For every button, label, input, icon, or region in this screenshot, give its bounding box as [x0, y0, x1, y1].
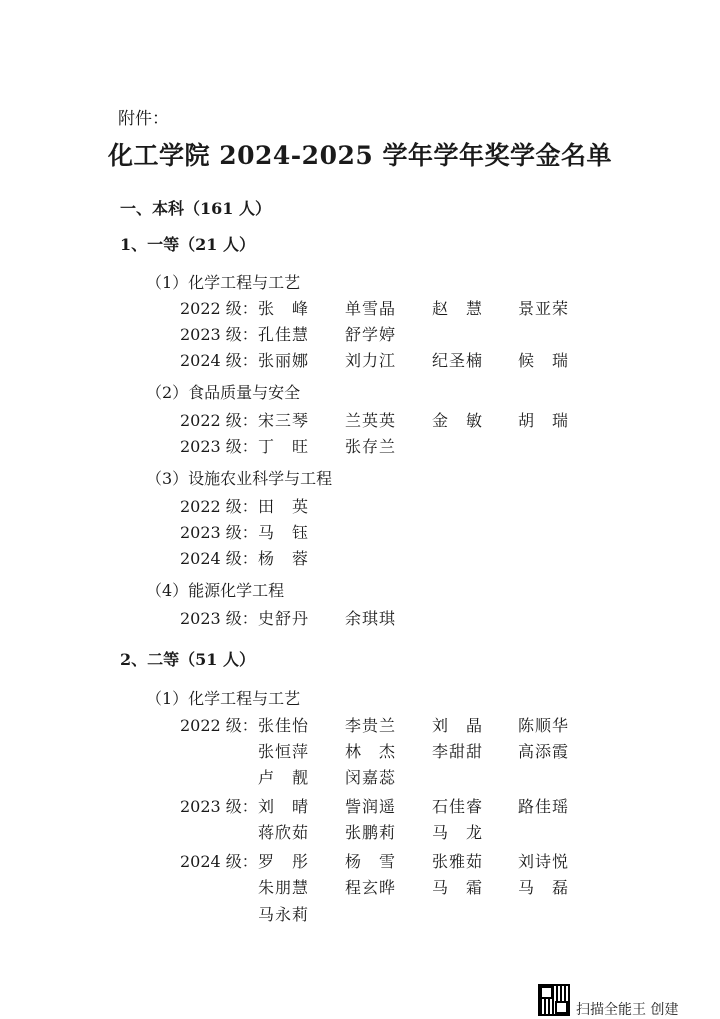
student-name: 田 英 — [258, 497, 310, 516]
student-name: 纪圣楠 — [432, 351, 484, 370]
student-name: 候 瑞 — [518, 351, 570, 370]
major-heading: （1）化学工程与工艺 — [146, 689, 301, 708]
grade-label: 2022 级： — [180, 716, 258, 735]
grade-row — [0, 875, 720, 899]
grade-label: 2023 级： — [180, 797, 258, 816]
student-name: 张鹏莉 — [345, 823, 397, 842]
grade-row — [0, 713, 720, 737]
grade-label: 2024 级： — [180, 351, 258, 370]
student-name: 刘力江 — [345, 351, 397, 370]
student-name: 张存兰 — [345, 437, 397, 456]
grade-row — [0, 494, 720, 518]
student-name: 刘 晴 — [258, 797, 310, 816]
student-name: 赵 慧 — [432, 299, 484, 318]
student-name: 张丽娜 — [258, 351, 310, 370]
student-name: 罗 彤 — [258, 852, 310, 871]
section-first-class: 1、一等（21 人） — [120, 235, 255, 254]
student-name: 李甜甜 — [432, 742, 484, 761]
grade-label: 2022 级： — [180, 411, 258, 430]
grade-row — [0, 820, 720, 844]
student-name: 陈顺华 — [518, 716, 570, 735]
student-name: 宋三琴 — [258, 411, 310, 430]
grade-row — [0, 434, 720, 458]
student-name: 杨 蓉 — [258, 549, 310, 568]
major-heading: （1）化学工程与工艺 — [146, 273, 301, 292]
grade-row — [0, 408, 720, 432]
student-name: 石佳睿 — [432, 797, 484, 816]
grade-label: 2022 级： — [180, 497, 258, 516]
grade-row — [0, 296, 720, 320]
student-name: 闵嘉蕊 — [345, 768, 397, 787]
student-name: 史舒丹 — [258, 609, 310, 628]
student-name: 景亚荣 — [518, 299, 570, 318]
grade-label: 2023 级： — [180, 325, 258, 344]
student-name: 李贵兰 — [345, 716, 397, 735]
student-name: 蒋欣茹 — [258, 823, 310, 842]
grade-row — [0, 520, 720, 544]
major-heading: （3）设施农业科学与工程 — [146, 469, 333, 488]
student-name: 卢 靓 — [258, 768, 310, 787]
major-heading: （2）食品质量与安全 — [146, 383, 301, 402]
student-name: 訾润遥 — [345, 797, 397, 816]
grade-row — [0, 546, 720, 570]
student-name: 程玄晔 — [345, 878, 397, 897]
grade-row — [0, 794, 720, 818]
student-name: 舒学婷 — [345, 325, 397, 344]
grade-row — [0, 739, 720, 763]
student-name: 林 杰 — [345, 742, 397, 761]
student-name: 刘 晶 — [432, 716, 484, 735]
student-name: 朱朋慧 — [258, 878, 310, 897]
grade-label: 2023 级： — [180, 437, 258, 456]
qr-code-icon — [538, 984, 570, 1016]
student-name: 胡 瑞 — [518, 411, 570, 430]
grade-row — [0, 849, 720, 873]
student-name: 杨 雪 — [345, 852, 397, 871]
scanner-watermark — [538, 999, 678, 1019]
grade-label: 2023 级： — [180, 609, 258, 628]
student-name: 单雪晶 — [345, 299, 397, 318]
grade-row — [0, 765, 720, 789]
student-name: 马永莉 — [258, 905, 310, 924]
student-name: 张佳怡 — [258, 716, 310, 735]
major-heading: （4）能源化学工程 — [146, 581, 285, 600]
attachment-label: 附件： — [118, 109, 169, 129]
student-name: 高添霞 — [518, 742, 570, 761]
grade-row — [0, 348, 720, 372]
page-title: 化工学院 2024-2025 学年学年奖学金名单 — [108, 141, 612, 170]
grade-label: 2022 级： — [180, 299, 258, 318]
student-name: 张恒萍 — [258, 742, 310, 761]
student-name: 路佳瑶 — [518, 797, 570, 816]
student-name: 刘诗悦 — [518, 852, 570, 871]
section-second-class: 2、二等（51 人） — [120, 650, 255, 669]
student-name: 孔佳慧 — [258, 325, 310, 344]
scanner-label: 扫描全能王 创建 — [576, 1002, 679, 1018]
student-name: 马 霜 — [432, 878, 484, 897]
grade-label: 2023 级： — [180, 523, 258, 542]
student-name: 余琪琪 — [345, 609, 397, 628]
student-name: 兰英英 — [345, 411, 397, 430]
student-name: 丁 旺 — [258, 437, 310, 456]
grade-row — [0, 902, 720, 926]
grade-label: 2024 级： — [180, 549, 258, 568]
section-undergrad: 一、本科（161 人） — [120, 199, 271, 218]
student-name: 张雅茹 — [432, 852, 484, 871]
student-name: 张 峰 — [258, 299, 310, 318]
student-name: 马 钰 — [258, 523, 310, 542]
grade-label: 2024 级： — [180, 852, 258, 871]
student-name: 金 敏 — [432, 411, 484, 430]
student-name: 马 磊 — [518, 878, 570, 897]
grade-row — [0, 606, 720, 630]
student-name: 马 龙 — [432, 823, 484, 842]
grade-row — [0, 322, 720, 346]
